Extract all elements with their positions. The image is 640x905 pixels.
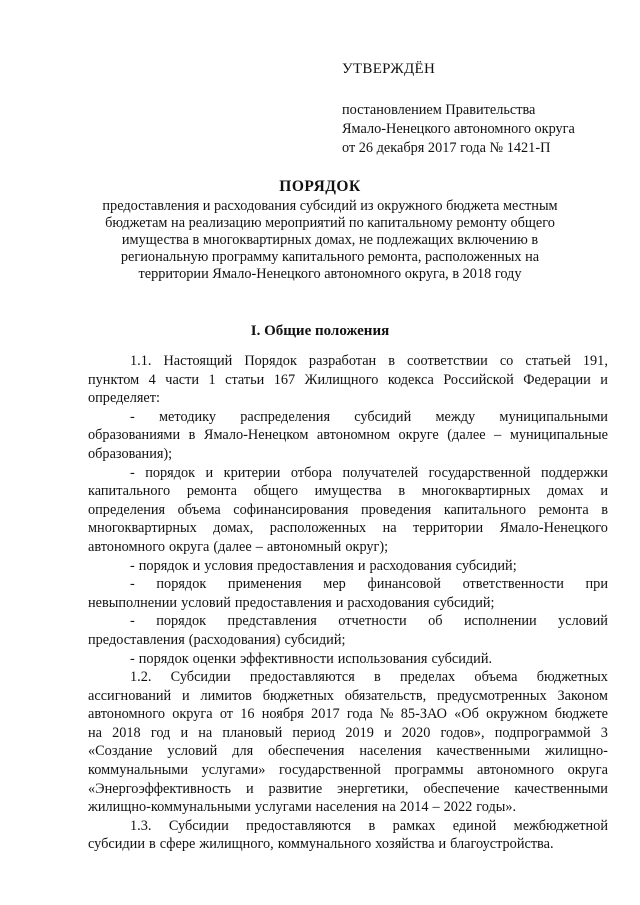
body-word: пределах — [400, 669, 456, 686]
body-word: 1.1. — [130, 353, 152, 369]
body-word: лимитов — [200, 687, 252, 704]
body-word: 4 — [148, 371, 156, 388]
body-word: округа — [168, 538, 210, 555]
body-word: ремонта — [186, 483, 237, 500]
body-word: имущества — [314, 483, 382, 500]
body-line — [88, 761, 608, 780]
body-word: предусмотренных — [436, 687, 547, 704]
body-word: ноября — [261, 706, 304, 723]
body-word: 3 — [600, 724, 608, 741]
body-word: (далее — [213, 538, 252, 555]
approval-line: от 26 декабря 2017 года № 1421-П — [342, 140, 551, 156]
body-word: Ямало-Ненецкого — [499, 520, 608, 537]
body-word: мер — [323, 576, 346, 593]
body-word: получателей — [342, 464, 419, 481]
body-line — [88, 835, 608, 854]
body-word: образования); — [88, 445, 173, 462]
body-word: 2022 — [443, 799, 473, 816]
body-word: порядок — [156, 613, 207, 630]
body-word: в — [374, 669, 381, 686]
body-word: обязательств, — [344, 687, 427, 704]
body-word: ремонта — [538, 501, 589, 518]
body-word: субсидий; — [284, 631, 346, 648]
body-word: окружном — [486, 706, 548, 723]
body-word: на — [88, 724, 102, 741]
body-word: качественными — [514, 780, 608, 797]
body-line — [88, 538, 608, 557]
body-word: - — [130, 557, 135, 574]
body-word: года — [346, 706, 373, 723]
body-word: округ); — [345, 538, 389, 555]
body-word: и — [180, 724, 189, 741]
body-word: период — [292, 724, 336, 741]
body-line — [88, 742, 608, 761]
section-heading: I. Общие положения — [250, 323, 390, 339]
body-word: статьей — [525, 353, 571, 369]
body-word: на — [381, 799, 396, 816]
body-line — [88, 668, 608, 687]
body-word: в — [601, 501, 608, 518]
body-line — [88, 352, 608, 371]
body-word: между — [435, 408, 476, 425]
body-word: хозяйства — [375, 836, 435, 853]
body-word: Субсидии — [168, 817, 229, 834]
body-word: «Энергоэффективность — [88, 780, 232, 797]
body-line — [88, 780, 608, 799]
body-word: 2018 — [112, 724, 141, 741]
body-word: общего — [253, 483, 298, 500]
body-word: определяет: — [88, 390, 161, 407]
body-word: коммунального — [277, 836, 372, 853]
body-word: 1.2. — [130, 669, 152, 686]
body-word: 85-ЗАО — [400, 706, 447, 723]
body-word: условий — [181, 594, 231, 611]
body-word: расходования — [369, 557, 452, 574]
body-word: автономный — [266, 538, 342, 555]
body-word: при — [585, 576, 608, 593]
body-word: расходования — [347, 594, 430, 611]
body-word: и — [600, 371, 608, 388]
body-line — [88, 482, 608, 501]
body-word: муниципальными — [499, 408, 608, 425]
body-word: применения — [227, 576, 302, 593]
document-subtitle — [95, 198, 565, 283]
body-word: отчетности — [338, 613, 407, 630]
body-word: статьи — [225, 371, 265, 388]
body-word: рамках — [392, 817, 436, 834]
approval-stamp — [342, 60, 622, 158]
body-word: услугами» — [201, 762, 266, 779]
body-word: ответственности — [462, 576, 564, 593]
body-word: межбюджетной — [513, 817, 608, 834]
body-word: субсидий; — [455, 557, 517, 574]
body-word: «Создание — [88, 743, 153, 760]
subtitle-line: имущества в многоквартирных домах, не подлежащих включению в — [121, 232, 539, 248]
body-word: части — [165, 371, 200, 388]
body-word: капитального — [443, 501, 527, 518]
body-line — [88, 817, 608, 836]
approval-heading: УТВЕРЖДЁН — [342, 61, 436, 77]
body-word: объема — [177, 501, 221, 518]
body-word: 191, — [582, 353, 608, 369]
approval-line: Ямало-Ненецкого автономного округа — [342, 121, 575, 137]
body-word: (далее — [447, 427, 486, 444]
body-word: порядок — [145, 464, 196, 481]
body-word: – — [432, 799, 440, 816]
body-word: подпрограммой — [494, 724, 591, 741]
body-word: сфере — [159, 836, 196, 853]
body-word: в — [188, 427, 196, 444]
body-word: расположенных — [269, 520, 367, 537]
body-word: оценки — [192, 650, 237, 667]
body-word: и — [192, 557, 201, 574]
body-word: Российской — [443, 371, 514, 388]
body-line — [88, 389, 608, 408]
body-word: автономном — [316, 427, 391, 444]
body-line — [88, 705, 608, 724]
body-word: ассигнований — [88, 687, 172, 704]
body-word: условия — [204, 557, 254, 574]
body-word: автономного — [88, 706, 165, 723]
body-line — [88, 408, 608, 427]
body-word: порядок — [138, 650, 189, 667]
body-word: субсидий. — [431, 650, 493, 667]
body-word: капитального — [88, 483, 171, 500]
body-word: пунктом — [88, 371, 140, 388]
body-word: проведения — [360, 501, 432, 518]
body-word: в — [398, 483, 406, 500]
body-word: 167 — [273, 371, 296, 388]
body-line — [88, 519, 608, 538]
body-word: годы». — [476, 799, 517, 816]
body-word: жилищно- — [545, 743, 608, 760]
body-word: кодекса — [387, 371, 434, 388]
document-title: ПОРЯДОК — [279, 178, 361, 195]
body-word: разработан — [308, 353, 377, 369]
body-word: Жилищного — [304, 371, 379, 388]
body-word: программы — [394, 762, 464, 779]
body-word: и — [335, 594, 344, 611]
body-word: годов», — [440, 724, 485, 741]
body-line — [88, 575, 608, 594]
body-word: соответствии — [407, 353, 488, 369]
body-word: определения — [88, 501, 166, 518]
body-word: и — [384, 724, 392, 741]
body-line — [88, 464, 608, 483]
body-word: субсидий; — [433, 594, 495, 611]
body-line — [88, 687, 608, 706]
body-word: услугами — [254, 799, 312, 816]
body-word: в — [388, 353, 395, 369]
body-word: порядок — [138, 557, 189, 574]
body-word: многоквартирных — [421, 483, 531, 500]
body-word: бюджетных — [262, 687, 334, 704]
body-word: населения — [315, 799, 378, 816]
body-word: софинансирования — [233, 501, 349, 518]
body-word: округа — [172, 706, 213, 723]
body-word: распределения — [240, 408, 331, 425]
body-word: порядок — [156, 576, 207, 593]
body-word: автономного — [88, 538, 165, 555]
body-word: - — [130, 408, 135, 425]
subtitle-line: бюджетам на реализацию мероприятий по капитальному ремонту общего — [105, 215, 555, 231]
body-word: и — [182, 687, 190, 704]
body-word: 2020 — [401, 724, 431, 741]
body-word: – — [255, 538, 263, 555]
body-word: условий — [558, 613, 608, 630]
body-line — [88, 445, 608, 464]
body-word: и — [245, 780, 254, 797]
body-word: Законом — [557, 687, 608, 704]
body-word: округе — [398, 427, 439, 444]
body-word: домах — [547, 483, 584, 500]
body-word: представления — [227, 613, 317, 630]
body-line — [88, 371, 608, 390]
body-word: округа — [567, 762, 608, 779]
body-word: предоставления — [88, 631, 185, 648]
body-word: Порядок — [244, 353, 297, 369]
subtitle-line: предоставления и расходования субсидий из окружного бюджета местным — [102, 198, 558, 214]
body-word: муниципальные — [509, 427, 608, 444]
body-word: многоквартирных — [88, 520, 197, 537]
body-word: благоустройства. — [450, 836, 554, 853]
body-word: единой — [452, 817, 497, 834]
body-line — [88, 612, 608, 631]
body-word: коммунальными — [88, 762, 189, 779]
body-word: 16 — [240, 706, 255, 723]
body-line — [88, 426, 608, 445]
body-word: бюджете — [554, 706, 608, 723]
body-word: - — [130, 464, 135, 481]
body-word: условий — [167, 743, 218, 760]
body-word: Федерации — [523, 371, 591, 388]
body-word: на — [198, 724, 213, 741]
body-line — [88, 501, 608, 520]
body-word: на — [382, 520, 397, 537]
body-word: населения — [359, 743, 422, 760]
body-word: предоставляются — [246, 817, 352, 834]
body-word: жилищного, — [199, 836, 274, 853]
body-word: государственной — [428, 464, 531, 481]
body-word: – — [494, 427, 502, 444]
body-word: (расходования) — [188, 631, 281, 648]
body-word: исполнении — [463, 613, 537, 630]
body-word: эффективности — [240, 650, 334, 667]
body-line — [88, 724, 608, 743]
body-word: поддержки — [541, 464, 608, 481]
body-word: обеспечения — [268, 743, 345, 760]
subtitle-line: территории Ямало-Ненецкого автономного округа, в 2018 году — [138, 266, 522, 282]
body-line — [88, 631, 608, 650]
body-word: образованиями — [88, 427, 181, 444]
body-word: и — [438, 836, 447, 853]
body-word: от — [219, 706, 234, 723]
body-word: отбора — [290, 464, 332, 481]
body-word: энергетики, — [337, 780, 409, 797]
body-word: государственной — [279, 762, 381, 779]
body-word: об — [428, 613, 443, 630]
body-word: критерии — [223, 464, 281, 481]
body-word: субсидий — [354, 408, 412, 425]
body-word: невыполнении — [88, 594, 178, 611]
body-word: для — [232, 743, 254, 760]
body-word: в — [368, 817, 376, 834]
body-word: в — [148, 836, 156, 853]
body-line — [88, 650, 608, 669]
subtitle-line: региональную программу капитального ремонта, расположенных на — [120, 249, 540, 265]
body-word: субсидии — [88, 836, 145, 853]
body-word: со — [499, 353, 514, 369]
body-word: и — [205, 464, 214, 481]
body-word: 1.3. — [130, 817, 152, 834]
body-word: автономного — [477, 762, 555, 779]
body-word: объема — [474, 669, 518, 686]
body-word: методику — [159, 408, 217, 425]
body-word: и — [600, 483, 608, 500]
body-word: 2019 — [345, 724, 374, 741]
body-line — [88, 557, 608, 576]
body-word: предоставления — [234, 594, 332, 611]
approval-line: постановлением Правительства — [342, 102, 536, 118]
body-word: бюджетных — [536, 669, 608, 686]
body-word: - — [130, 650, 135, 667]
body-word: № — [379, 706, 394, 723]
body-word: - — [130, 576, 135, 593]
body-word: 2014 — [399, 799, 429, 816]
body-line — [88, 798, 608, 817]
body-word: Настоящий — [163, 353, 233, 369]
body-word: - — [130, 613, 135, 630]
body-word: развитие — [268, 780, 323, 797]
body-word: финансовой — [367, 576, 441, 593]
body-word: «Об — [454, 706, 479, 723]
body-word: предоставления — [257, 557, 354, 574]
body-word: Ямало-Ненецком — [203, 427, 309, 444]
body-word: домах, — [213, 520, 254, 537]
body-word: год — [150, 724, 171, 741]
body-word: 2017 — [311, 706, 340, 723]
body-word: жилищно-коммунальными — [88, 799, 251, 816]
body-word: и — [357, 557, 366, 574]
body-word: территории — [413, 520, 484, 537]
body-word: обеспечение — [423, 780, 500, 797]
body-word: Субсидии — [170, 669, 231, 686]
body-word: предоставляются — [249, 669, 355, 686]
body-word: плановый — [222, 724, 283, 741]
body-word: 1 — [208, 371, 216, 388]
body-line — [88, 594, 608, 613]
body-text — [88, 352, 608, 854]
body-word: качественными — [436, 743, 531, 760]
body-word: использования — [337, 650, 428, 667]
